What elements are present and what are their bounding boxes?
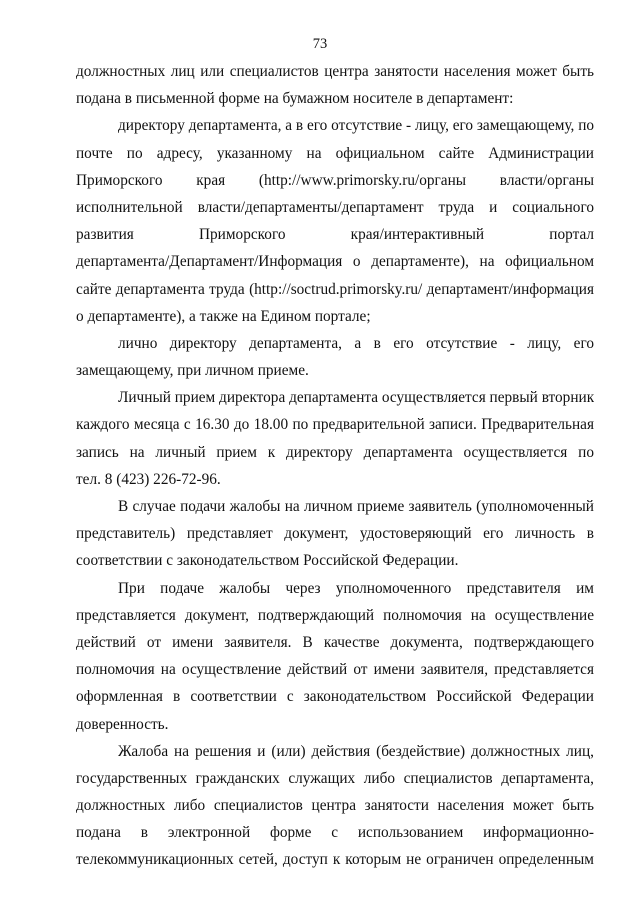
text-line: о департаменте), а также на Едином портале; [76, 307, 371, 325]
text-line: действий от имени заявителя. В качестве документа, подтверждающего [76, 633, 594, 651]
text-line: каждого месяца с 16.30 до 18.00 по предварительной записи. Предварительная [76, 416, 594, 434]
text-line: доверенность. [76, 715, 169, 733]
text-line: соответствии с законодательством Российской Федерации. [76, 552, 459, 570]
text-line: должностных либо специалистов центра занятости населения может быть [76, 797, 594, 815]
text-line: департамента/Департамент/Информация о департаменте), на официальном [76, 253, 594, 271]
text-line: почте по адресу, указанному на официальном сайте Администрации [76, 144, 594, 162]
text-line: подана в письменной форме на бумажном носителе в департамент: [76, 90, 514, 108]
text-line: представляется документ, подтверждающий полномочия на осуществление [76, 606, 594, 624]
text-line: лично директору департамента, а в его отсутствие - лицу, его [118, 334, 594, 352]
text-line: Приморского края (http://www.primorsky.ru/органы власти/органы [76, 171, 594, 189]
text-line: государственных гражданских служащих либо специалистов департамента, [76, 769, 594, 787]
text-line: подана в электронной форме с использованием информационно- [76, 824, 594, 842]
document-body [76, 58, 594, 874]
text-line: исполнительной власти/департаменты/департамент труда и социального [76, 198, 594, 216]
text-line: директору департамента, а в его отсутствие - лицу, его замещающему, по [118, 117, 594, 135]
text-line: оформленная в соответствии с законодательством Российской Федерации [76, 688, 594, 706]
text-line: замещающему, при личном приеме. [76, 362, 309, 380]
text-line: При подаче жалобы через уполномоченного представителя им [118, 579, 594, 597]
text-line: В случае подачи жалобы на личном приеме заявитель (уполномоченный [118, 498, 594, 515]
text-line: Жалоба на решения и (или) действия (бездействие) должностных лиц, [118, 742, 594, 760]
page-number: 73 [312, 36, 328, 52]
text-line: Личный прием директора департамента осуществляется первый вторник [118, 389, 594, 407]
text-line: развития Приморского края/интерактивный портал [76, 226, 594, 244]
text-line: тел. 8 (423) 226-72-96. [76, 470, 221, 488]
text-line: сайте департамента труда (http://soctrud.primorsky.ru/ департамент/информация [76, 280, 594, 298]
text-line: представитель) представляет документ, удостоверяющий его личность в [76, 525, 594, 543]
text-line: полномочия на осуществление действий от имени заявителя, представляется [76, 661, 594, 679]
text-line: запись на личный прием к директору департамента осуществляется по [76, 443, 594, 461]
text-line: телекоммуникационных сетей, доступ к которым не ограничен определенным [76, 851, 594, 869]
text-line: должностных лиц или специалистов центра занятости населения может быть [76, 63, 594, 80]
